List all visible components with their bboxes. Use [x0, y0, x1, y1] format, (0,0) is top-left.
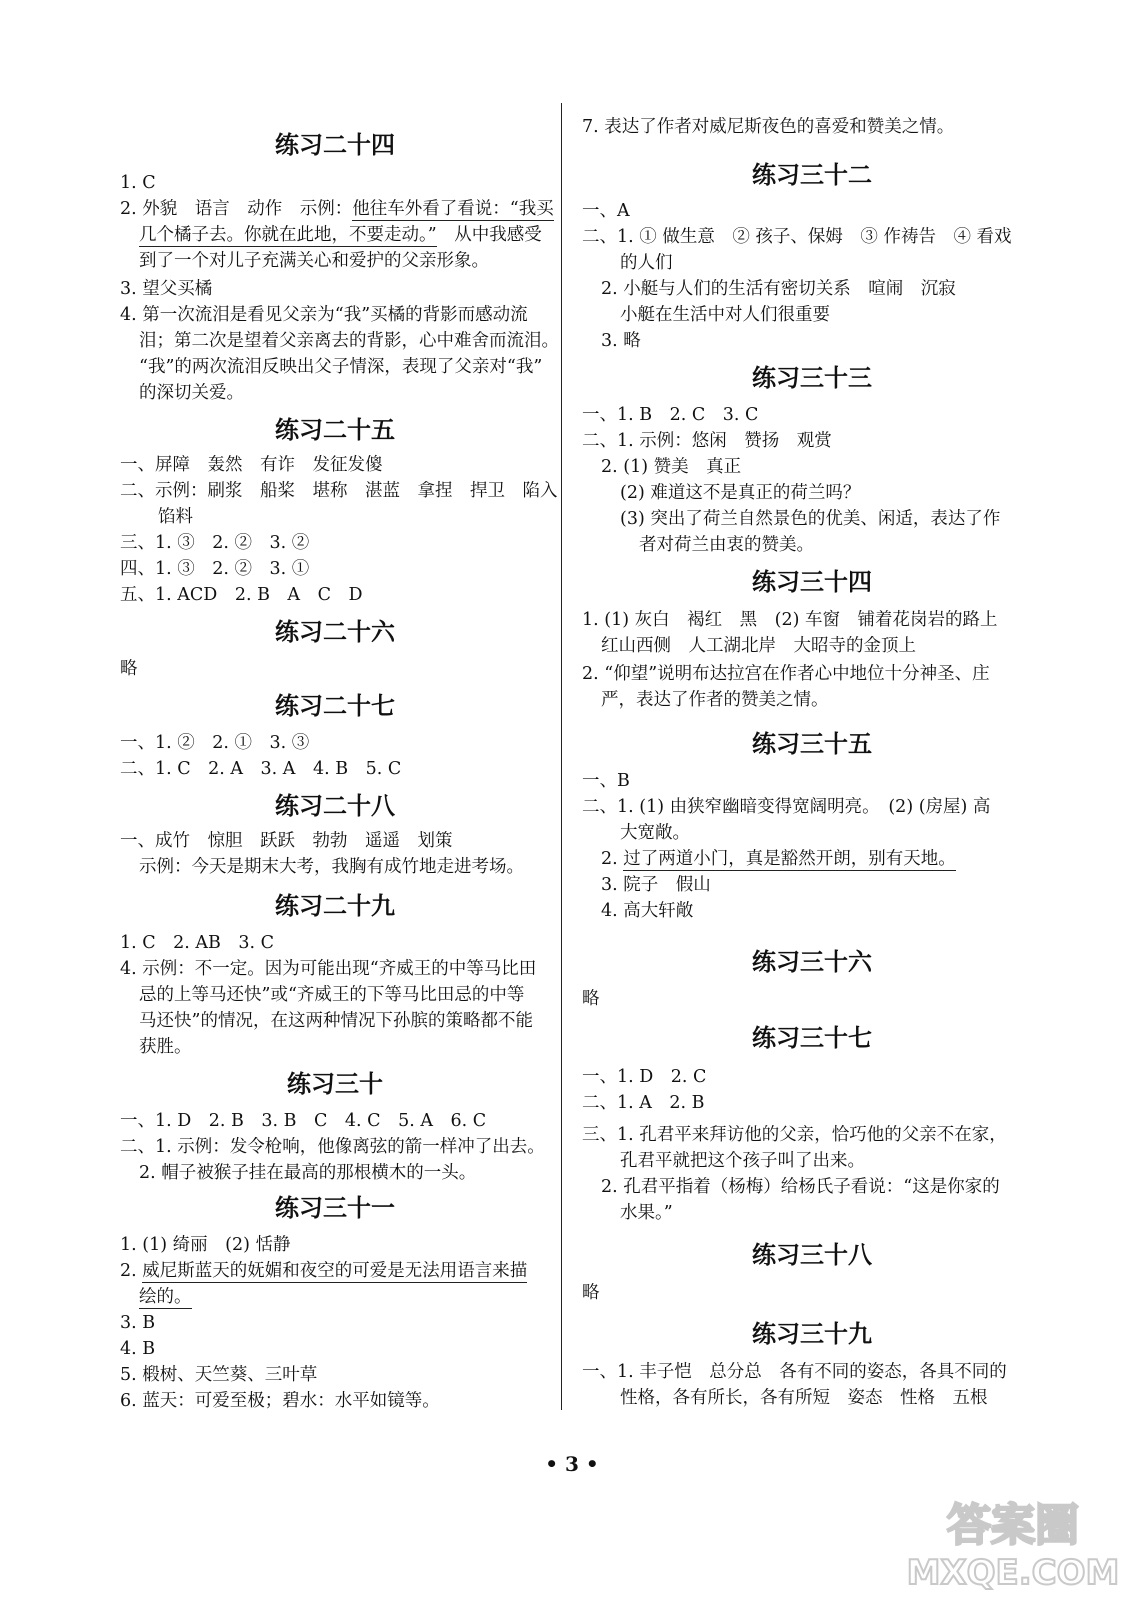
answer-line — [139, 1285, 192, 1309]
answer-line: 4. 示例：不一定。因为可能出现“齐威王的中等马比田 — [120, 959, 537, 979]
svg-text:MXQE.COM: MXQE.COM — [906, 1553, 1120, 1592]
svg-text:答案圈: 答案圈 — [947, 1500, 1079, 1551]
answer-line: 一、成竹 惊胆 跃跃 勃勃 遥遥 划策 — [120, 831, 453, 851]
answer-line: 一、A — [582, 201, 630, 221]
answer-line: 一、1. D 2. C — [582, 1067, 707, 1087]
underlined-text: 威尼斯蓝天的妩媚和夜空的可爱是无法用语言来描 — [142, 1261, 528, 1281]
text-span: 从中我感受 — [436, 225, 542, 245]
answer-line: (3) 突出了荷兰自然景色的优美、闲适，表达了作 — [620, 509, 1001, 529]
answer-line: 严，表达了作者的赞美之情。 — [601, 690, 829, 710]
answer-line: 一、B — [582, 771, 630, 791]
answer-line: 二、1. A 2. B — [582, 1093, 705, 1113]
answer-line — [601, 847, 956, 871]
answer-line: 6. 蓝天：可爱至极；碧水：水平如镜等。 — [120, 1391, 440, 1411]
answer-line: 2. 小艇与人们的生活有密切关系 喧闹 沉寂 — [601, 279, 956, 299]
section-heading: 练习三十三 — [752, 364, 872, 392]
answer-line: 4. 高大轩敞 — [601, 901, 694, 921]
answer-line: 孔君平就把这个孩子叫了出来。 — [620, 1151, 865, 1171]
section-heading: 练习三十二 — [752, 161, 872, 189]
section-heading: 练习二十四 — [275, 131, 395, 159]
answer-line: 一、1. B 2. C 3. C — [582, 405, 759, 425]
answer-line: 忌的上等马还快”或“齐威王的下等马比田忌的中等 — [139, 985, 525, 1005]
answer-line: 到了一个对儿子充满关心和爱护的父亲形象。 — [139, 251, 489, 271]
section-heading: 练习三十八 — [752, 1241, 872, 1269]
answer-line: 馅料 — [158, 507, 193, 527]
answer-line — [139, 223, 542, 247]
answer-line: 1. (1) 灰白 褐红 黑 (2) 车窗 铺着花岗岩的路上 — [582, 610, 998, 630]
underlined-text: 绘的。 — [139, 1287, 192, 1307]
section-heading: 练习三十五 — [752, 730, 872, 758]
answer-line: 2. “仰望”说明布达拉宫在作者心中地位十分神圣、庄 — [582, 664, 990, 684]
answer-line: 水果。” — [620, 1203, 673, 1223]
answer-line: 红山西侧 人工湖北岸 大昭寺的金顶上 — [601, 636, 916, 656]
answer-line — [120, 197, 554, 221]
page-number: • 3 • — [545, 1452, 599, 1476]
answer-line: 一、1. 丰子恺 总分总 各有不同的姿态，各具不同的 — [582, 1362, 1007, 1382]
answer-line: 略 — [120, 659, 138, 679]
answer-line: 的深切关爱。 — [139, 383, 244, 403]
answer-line: 4. 第一次流泪是看见父亲为“我”买橘的背影而感动流 — [120, 305, 528, 325]
answer-line: 4. B — [120, 1339, 156, 1359]
answer-line: 马还快”的情况，在这两种情况下孙膑的策略都不能 — [139, 1011, 533, 1031]
section-heading: 练习三十六 — [752, 948, 872, 976]
answer-line: 略 — [582, 989, 600, 1009]
answer-line: 二、1. C 2. A 3. A 4. B 5. C — [120, 759, 402, 779]
answer-line: 一、屏障 轰然 有诈 发征发傻 — [120, 455, 383, 475]
text-span: 2. — [120, 1261, 143, 1281]
answer-line: 7. 表达了作者对威尼斯夜色的喜爱和赞美之情。 — [582, 117, 955, 137]
section-heading: 练习二十七 — [275, 692, 395, 720]
underlined-text: 几个橘子去。你就在此地，不要走动。” — [139, 225, 437, 245]
watermark-logo — [893, 1488, 1133, 1592]
section-heading: 练习三十七 — [752, 1024, 872, 1052]
answer-line: 一、1. D 2. B 3. B C 4. C 5. A 6. C — [120, 1111, 487, 1131]
answer-line: (2) 难道这不是真正的荷兰吗？ — [620, 483, 861, 503]
answer-line: 性格，各有所长，各有所短 姿态 性格 五根 — [620, 1388, 988, 1408]
answer-line: 1. (1) 绮丽 (2) 恬静 — [120, 1235, 291, 1255]
answer-line: 1. C — [120, 173, 156, 193]
section-heading: 练习二十八 — [275, 792, 395, 820]
answer-line: 二、示例：刷浆 船桨 堪称 湛蓝 拿捏 捍卫 陷入 — [120, 481, 558, 501]
text-span: 2. — [601, 849, 624, 869]
answer-line: 二、1. ① 做生意 ② 孩子、保姆 ③ 作祷告 ④ 看戏 — [582, 227, 1012, 247]
section-heading: 练习二十五 — [275, 416, 395, 444]
column-divider — [561, 103, 562, 1410]
answer-line: 3. B — [120, 1313, 156, 1333]
answer-line — [120, 1259, 527, 1283]
answer-line: 小艇在生活中对人们很重要 — [620, 305, 830, 325]
underlined-text: 过了两道小门，真是豁然开朗，别有天地。 — [623, 849, 956, 869]
answer-line: 3. 略 — [601, 331, 641, 351]
answer-line: 略 — [582, 1283, 600, 1303]
answer-line: 5. 椴树、天竺葵、三叶草 — [120, 1365, 318, 1385]
answer-line: 三、1. ③ 2. ② 3. ② — [120, 533, 310, 553]
answer-line: 2. 孔君平指着（杨梅）给杨氏子看说：“这是你家的 — [601, 1177, 1000, 1197]
answer-line: 2. (1) 赞美 真正 — [601, 457, 742, 477]
answer-line: 者对荷兰由衷的赞美。 — [639, 535, 814, 555]
answer-line: 获胜。 — [139, 1037, 192, 1057]
answer-line: 1. C 2. AB 3. C — [120, 933, 275, 953]
answer-line: 二、1. 示例：发令枪响，他像离弦的箭一样冲了出去。 — [120, 1137, 545, 1157]
answer-line: 3. 院子 假山 — [601, 875, 711, 895]
answer-line: 二、1. 示例：悠闲 赞扬 观赏 — [582, 431, 832, 451]
section-heading: 练习三十九 — [752, 1320, 872, 1348]
answer-line: 一、1. ② 2. ① 3. ③ — [120, 733, 310, 753]
answer-line: “我”的两次流泪反映出父子情深，表现了父亲对“我” — [139, 357, 543, 377]
answer-line: 示例：今天是期末大考，我胸有成竹地走进考场。 — [139, 857, 524, 877]
text-span: 2. 外貌 语言 动作 示例： — [120, 199, 353, 219]
answer-line: 大宽敞。 — [620, 823, 690, 843]
section-heading: 练习二十六 — [275, 618, 395, 646]
section-heading: 练习二十九 — [275, 892, 395, 920]
answer-line: 四、1. ③ 2. ② 3. ① — [120, 559, 310, 579]
section-heading: 练习三十四 — [752, 568, 872, 596]
answer-line: 五、1. ACD 2. B A C D — [120, 585, 363, 605]
answer-line: 的人们 — [620, 253, 673, 273]
answer-line: 泪；第二次是望着父亲离去的背影，心中难舍而流泪。 — [139, 331, 559, 351]
answer-line: 二、1. (1) 由狭窄幽暗变得宽阔明亮。 (2) (房屋) 高 — [582, 797, 991, 817]
underlined-text: 他往车外看了看说：“我买 — [352, 199, 554, 219]
section-heading: 练习三十一 — [275, 1194, 395, 1222]
answer-line: 三、1. 孔君平来拜访他的父亲，恰巧他的父亲不在家， — [582, 1125, 1007, 1145]
section-heading: 练习三十 — [287, 1070, 383, 1098]
answer-line: 2. 帽子被猴子挂在最高的那根横木的一头。 — [139, 1163, 477, 1183]
answer-line: 3. 望父买橘 — [120, 279, 213, 299]
